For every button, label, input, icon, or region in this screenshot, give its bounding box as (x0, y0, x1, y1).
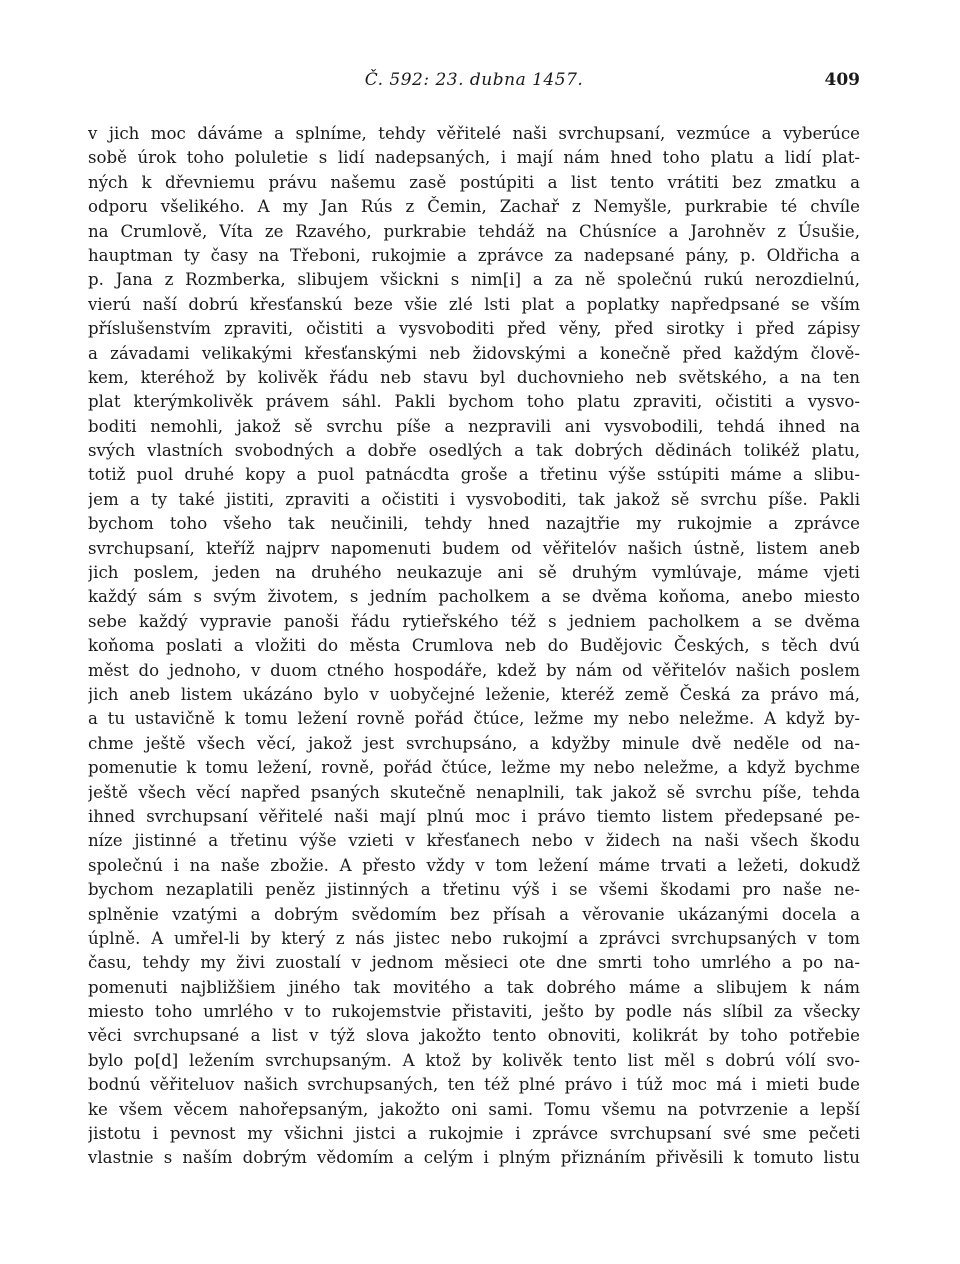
text-line: bychom nezaplatili peněz jistinných a třetinu výš i se všemi škodami pro naše ne- (88, 880, 860, 900)
text-line: ještě všech věcí napřed psaných skutečně nenaplnili, tak jakož sě svrchu píše, tehda (88, 782, 860, 802)
text-line: níze jistinné a třetinu výše vzieti v křesťanech nebo v židech na naši všech škodu (88, 831, 860, 851)
text-line: času, tehdy my živi zuostalí v jednom měsieci ote dne smrti toho umrlého a po na- (88, 953, 860, 973)
text-line: společnú i na naše zbožie. A přesto vždy v tom ležení máme trvati a ležeti, dokudž (88, 855, 860, 875)
text-line: kem, kteréhož by kolivěk řádu neb stavu byl duchovnieho neb světského, a na ten (88, 367, 860, 387)
text-line: příslušenstvím zpraviti, očistiti a vysvoboditi před věny, před sirotky i před zápisy (88, 319, 860, 339)
text-line: hauptman ty časy na Třeboni, rukojmie a zprávce za nadepsané pány, p. Oldřicha a (88, 245, 860, 265)
text-line: plat kterýmkolivěk právem sáhl. Pakli bychom toho platu zpraviti, očistiti a vysvo- (88, 392, 860, 412)
text-line: totiž puol druhé kopy a puol patnácdta groše a třetinu výše sstúpiti máme a slibu- (88, 465, 860, 485)
text-line: každý sám s svým životem, s jedním pacholkem a se dvěma koňoma, anebo miesto (88, 587, 860, 607)
text-line: pomenuti najbližšiem jiného tak movitého a tak dobrého máme a slibujem k nám (88, 977, 860, 997)
text-line: ke všem věcem nahořepsaným, jakožto oni sami. Tomu všemu na potvrzenie a lepší (88, 1099, 860, 1119)
text-line: boditi nemohli, jakož sě svrchu píše a nezpravili ani vysvobodili, tehdá ihned na (88, 416, 860, 436)
text-line: v jich moc dáváme a splníme, tehdy věřitelé naši svrchupsaní, vezmúce a vyberúce (88, 124, 860, 143)
text-line: bychom toho všeho tak neučinili, tehdy hned nazajtřie my rukojmie a zprávce (88, 514, 860, 534)
text-line: jistotu i pevnost my všichni jistci a rukojmie i zprávce svrchupsaní své sme pečeti (88, 1124, 860, 1144)
text-line: ihned svrchupsaní věřitelé naši mají plnú moc i právo tiemto listem předepsané pe- (88, 806, 860, 826)
text-line: chme ještě všech věcí, jakož jest svrchupsáno, a kdyžby minule dvě neděle od na- (88, 733, 860, 753)
text-line: a tu ustavičně k tomu ležení rovně pořád čtúce, ležme my nebo neležme. A když by- (88, 709, 860, 729)
text-line: jich aneb listem ukázáno bylo v uobyčejné leženie, kteréž země Česká za právo má, (88, 684, 860, 704)
text-line: vierú naší dobrú křesťanskú beze všie zlé lsti plat a poplatky napředpsané se vším (88, 294, 860, 314)
text-line: svrchupsaní, kteříž najprv napomenuti budem od věřitelóv našich ústně, listem aneb (88, 538, 860, 558)
text-line: pomenutie k tomu ležení, rovně, pořád čtúce, ležme my nebo neležme, a když bychme (88, 758, 860, 778)
text-line: koňoma poslati a vložiti do města Crumlova neb do Budějovic Českých, s těch dvú (88, 636, 860, 656)
text-line: jem a ty také jistiti, zpraviti a očistiti i vysvoboditi, tak jakož sě svrchu píše. Pakli (88, 489, 860, 509)
text-line: a závadami velikakými křesťanskými neb židovskými a konečně před každým člově- (88, 343, 860, 363)
running-header (88, 70, 860, 104)
running-title: Č. 592: 23. dubna 1457. (364, 70, 584, 90)
text-line: sobě úrok toho poluletie s lidí nadepsaných, i mají nám hned toho platu a lidí plat- (88, 148, 860, 168)
text-line: miesto toho umrlého v to rukojemstvie přistaviti, ješto by podle nás slíbil za všecky (88, 1002, 860, 1022)
text-line: na Crumlově, Víta ze Rzavého, purkrabie tehdáž na Chúsníce a Jarohněv z Úsušie, (88, 221, 860, 241)
text-line: úplně. A umřel-li by který z nás jistec nebo rukojmí a zprávci svrchupsaných v tom (88, 928, 860, 948)
document-page (88, 70, 860, 1171)
text-line: p. Jana z Rozmberka, slibujem všickni s nim[i] a za ně společnú rukú nerozdielnú, (88, 270, 860, 290)
text-line: měst do jednoho, v duom ctného hospodáře, kdež by nám od věřitelóv našich poslem (88, 660, 860, 680)
text-line: bylo po[d] ležením svrchupsaným. A ktož by kolivěk tento list měl s dobrú vólí svo- (88, 1050, 860, 1070)
text-line: ných k dřevniemu právu našemu zasě postúpiti a list tento vrátiti bez zmatku a (88, 172, 860, 192)
text-line: bodnú věřiteluov našich svrchupsaných, ten též plné právo i túž moc má i mieti bude (88, 1075, 860, 1095)
page-number: 409 (824, 70, 860, 90)
text-line: věci svrchupsané a list v týž slova jakožto tento obnoviti, kolikrát by toho potřebie (88, 1026, 860, 1046)
text-line: svých vlastních svobodných a dobře osedlých a tak dobrých dědinách tolikéž platu, (88, 441, 860, 461)
body-text (88, 122, 860, 1171)
text-line: sebe každý vypravie panoši řádu rytieřského též s jedniem pacholkem a se dvěma (88, 611, 860, 631)
text-line: jich poslem, jeden na druhého neukazuje ani sě druhým vymlúvaje, máme vjeti (88, 563, 860, 583)
text-line: odporu všelikého. A my Jan Rús z Čemin, Zachař z Nemyšle, purkrabie té chvíle (88, 197, 860, 217)
text-line: vlastnie s naším dobrým vědomím a celým i plným přiznáním přivěsili k tomuto listu (88, 1148, 860, 1168)
text-line: splněnie vzatými a dobrým svědomím bez přísah a věrovanie ukázanými docela a (88, 904, 860, 924)
